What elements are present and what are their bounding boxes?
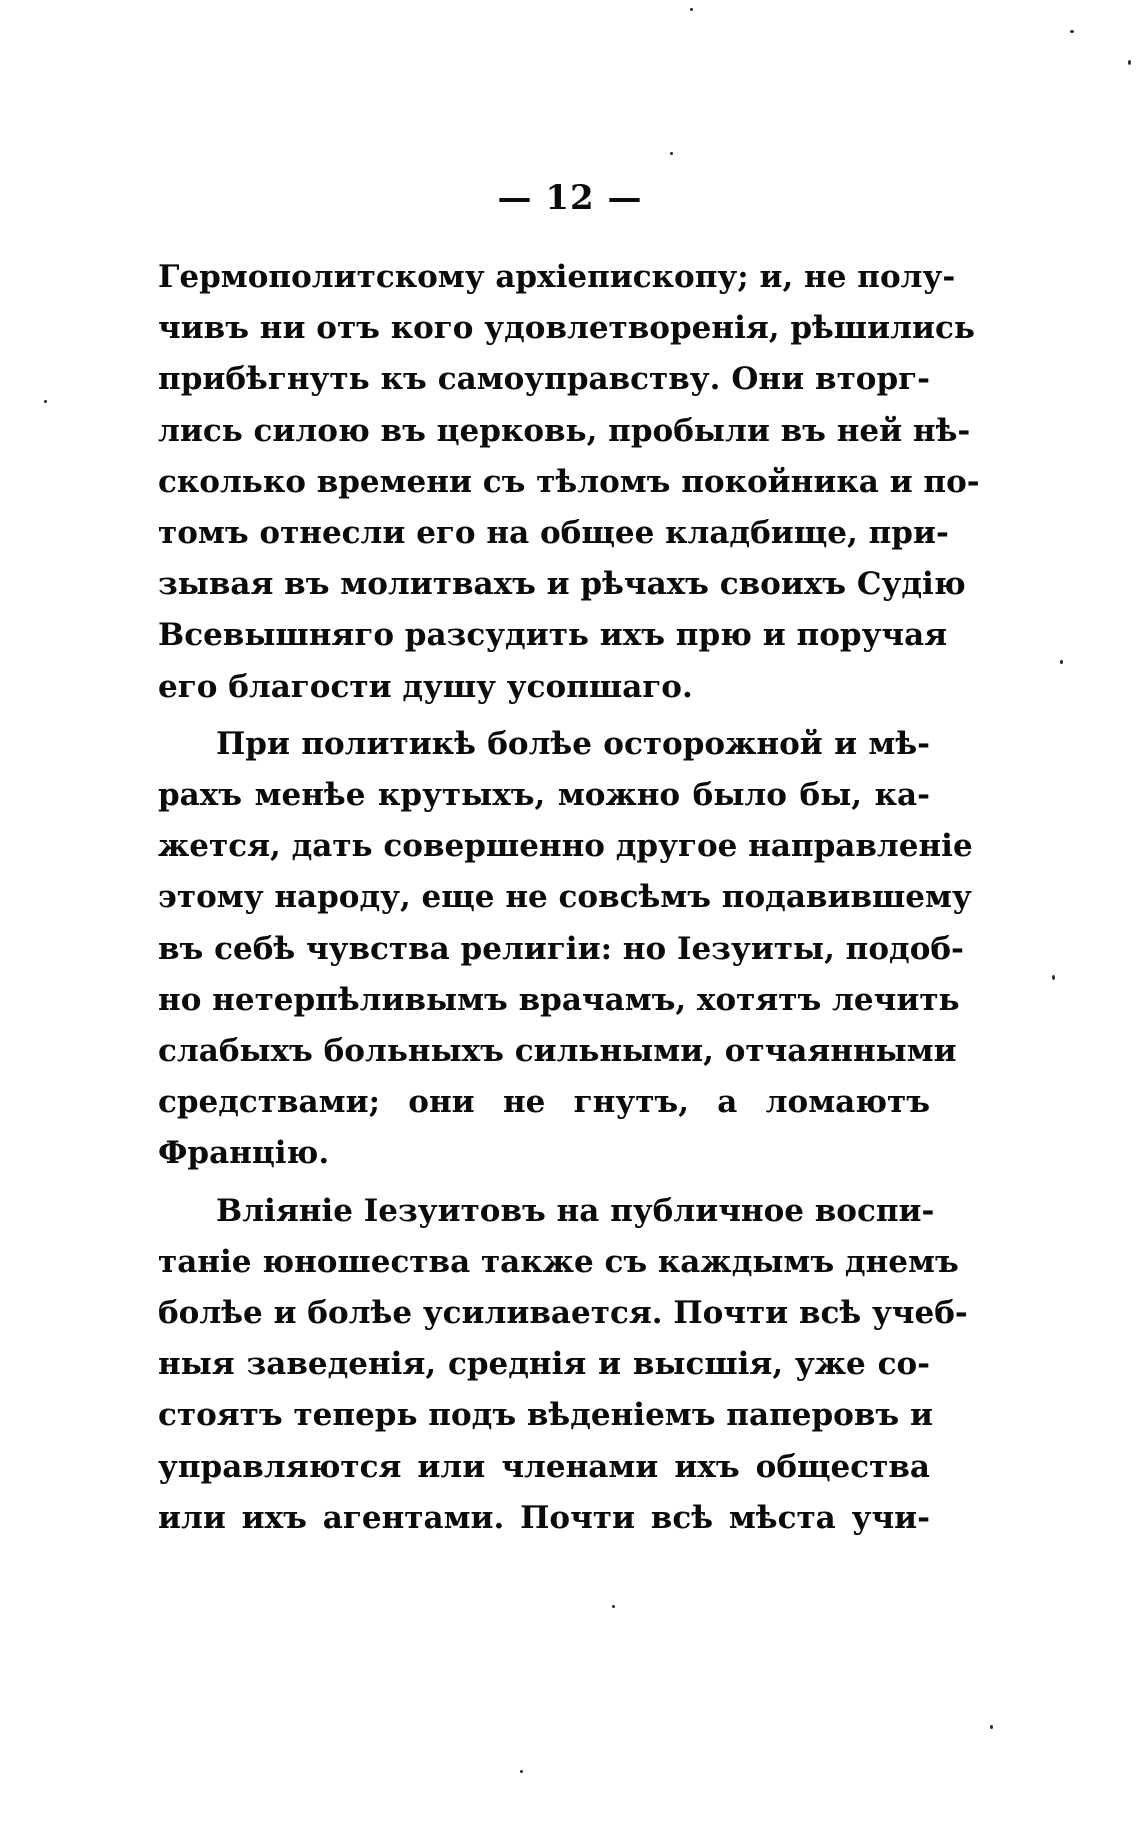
text-line: стоятъ теперь подъ вѣденіемъ паперовъ и [158, 1397, 933, 1434]
paragraph-2 [158, 719, 973, 1180]
body-text [158, 252, 980, 1550]
paragraph-1 [158, 252, 980, 713]
text-line: таніе юношества также съ каждымъ днемъ [158, 1243, 959, 1280]
text-line: Францію. [158, 1135, 330, 1172]
text-line: жется, дать совершенно другое направленіе [158, 828, 973, 865]
text-line: зывая въ молитвахъ и рѣчахъ своихъ Судію [158, 566, 966, 603]
text-line: рахъ менѣе крутыхъ, можно было бы, ка- [158, 777, 930, 814]
text-line: сколько времени съ тѣломъ покойника и по- [158, 463, 980, 500]
text-line: лись силою въ церковь, пробыли въ ней нѣ- [158, 412, 971, 449]
paragraph-3 [158, 1186, 968, 1544]
page-header [0, 178, 1140, 218]
print-speck [990, 1725, 993, 1729]
print-speck [1070, 30, 1074, 33]
page-number: — 12 — [497, 178, 643, 218]
print-speck [690, 8, 693, 11]
text-line: или ихъ агентами. Почти всѣ мѣста учи- [158, 1499, 930, 1536]
text-line: Вліяніе Iезуитовъ на публичное воспи- [216, 1192, 935, 1229]
text-line: болѣе и болѣе усиливается. Почти всѣ учеб- [158, 1295, 968, 1332]
text-line: но нетерпѣливымъ врачамъ, хотятъ лечить [158, 981, 960, 1018]
text-line: слабыхъ больныхъ сильными, отчаянными [158, 1033, 957, 1070]
text-line: ныя заведенія, среднія и высшія, уже со- [158, 1346, 930, 1383]
text-line: его благости душу усопшаго. [158, 668, 693, 705]
text-line: средствами; они не гнутъ, а ломаютъ [158, 1084, 930, 1121]
print-speck [1052, 975, 1055, 980]
text-line: томъ отнесли его на общее кладбище, при- [158, 515, 949, 552]
text-line: Всевышняго разсудить ихъ прю и поручая [158, 617, 948, 654]
print-speck [1128, 60, 1131, 65]
text-line: управляются или членами ихъ общества [158, 1448, 930, 1485]
print-speck [670, 152, 673, 155]
text-line: этому народу, еще не совсѣмъ подавившему [158, 879, 972, 916]
print-speck [520, 1770, 523, 1773]
print-speck [1060, 660, 1063, 664]
print-speck [44, 400, 47, 403]
text-line: въ себѣ чувства религіи: но Iезуиты, подоб- [158, 930, 964, 967]
text-line: прибѣгнуть къ самоуправству. Они вторг- [158, 361, 930, 398]
text-line: Гермополитскому архіепископу; и, не полу- [158, 259, 956, 295]
print-speck [612, 1605, 615, 1608]
text-line: чивъ ни отъ кого удовлетворенія, рѣшились [158, 310, 975, 347]
text-line: При политикѣ болѣе осторожной и мѣ- [216, 725, 930, 762]
